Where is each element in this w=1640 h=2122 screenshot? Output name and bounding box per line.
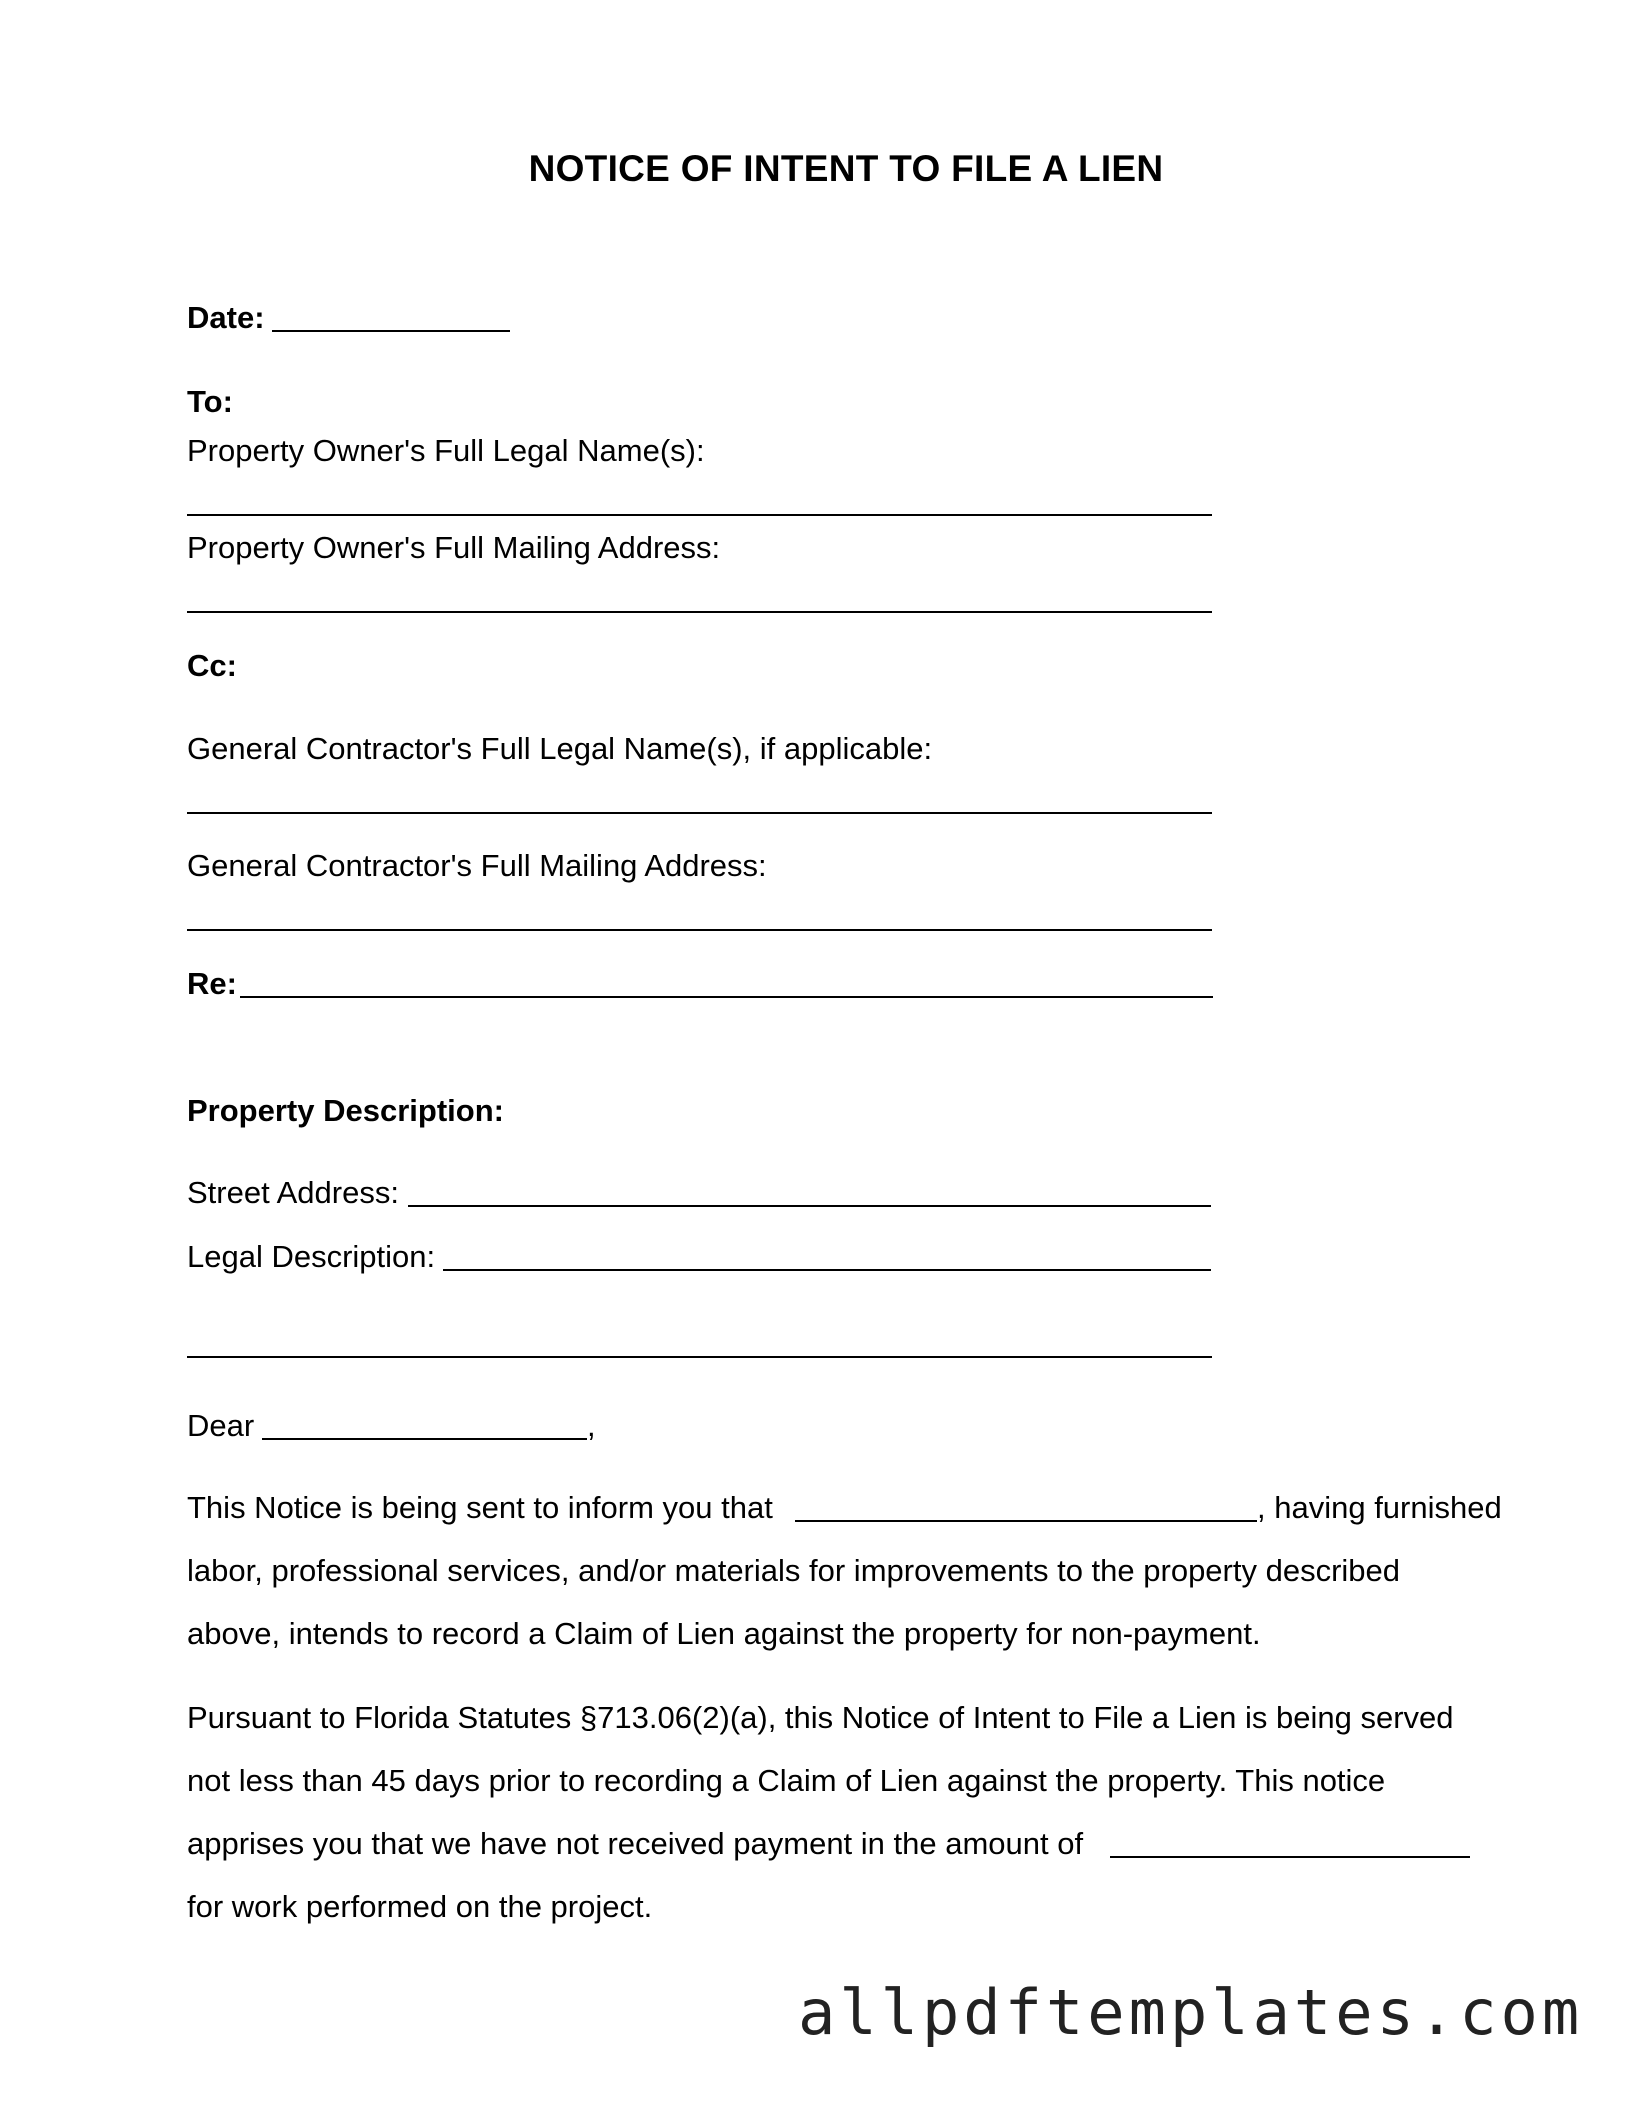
paragraph2-line2: not less than 45 days prior to recording a Claim of Lien against the property. This notice [187,1763,1386,1798]
owner-name-label: Property Owner's Full Legal Name(s): [187,433,705,468]
date-label: Date: [187,300,265,335]
paragraph1-line3: above, intends to record a Claim of Lien against the property for non-payment. [187,1616,1261,1651]
to-label: To: [187,384,233,419]
paragraph2-line3-start: apprises you that we have not received payment in the amount of [187,1826,1084,1861]
gc-name-blank[interactable] [187,812,1212,814]
property-description-heading: Property Description: [187,1093,504,1128]
street-address-label: Street Address: [187,1175,399,1210]
dear-comma: , [587,1408,596,1443]
gc-address-blank[interactable] [187,929,1212,931]
document-title: NOTICE OF INTENT TO FILE A LIEN [528,148,1164,189]
cc-label: Cc: [187,648,237,683]
paragraph1-line1-start: This Notice is being sent to inform you that [187,1490,773,1525]
paragraph2-line4: for work performed on the project. [187,1889,653,1924]
legal-description-blank-2[interactable] [187,1356,1212,1358]
re-label: Re: [187,966,237,1001]
payment-amount-blank[interactable] [1110,1856,1470,1858]
dear-name-blank[interactable] [262,1438,587,1440]
owner-address-label: Property Owner's Full Mailing Address: [187,530,721,565]
street-address-blank[interactable] [408,1205,1211,1207]
watermark-text: allpdftemplates.com [798,1976,1584,2049]
paragraph1-line1-end: , having furnished [1257,1490,1502,1525]
owner-address-blank[interactable] [187,611,1212,613]
re-blank[interactable] [240,996,1213,998]
date-blank[interactable] [272,330,510,332]
paragraph2-line1: Pursuant to Florida Statutes §713.06(2)(a), this Notice of Intent to File a Lien is being served [187,1700,1454,1735]
legal-description-label: Legal Description: [187,1239,436,1274]
legal-description-blank[interactable] [443,1269,1211,1271]
paragraph1-line2: labor, professional services, and/or materials for improvements to the property described [187,1553,1401,1588]
dear-label: Dear [187,1408,255,1443]
gc-name-label: General Contractor's Full Legal Name(s), if applicable: [187,731,933,766]
owner-name-blank[interactable] [187,514,1212,516]
gc-address-label: General Contractor's Full Mailing Address: [187,848,767,883]
claimant-name-blank[interactable] [795,1520,1257,1522]
